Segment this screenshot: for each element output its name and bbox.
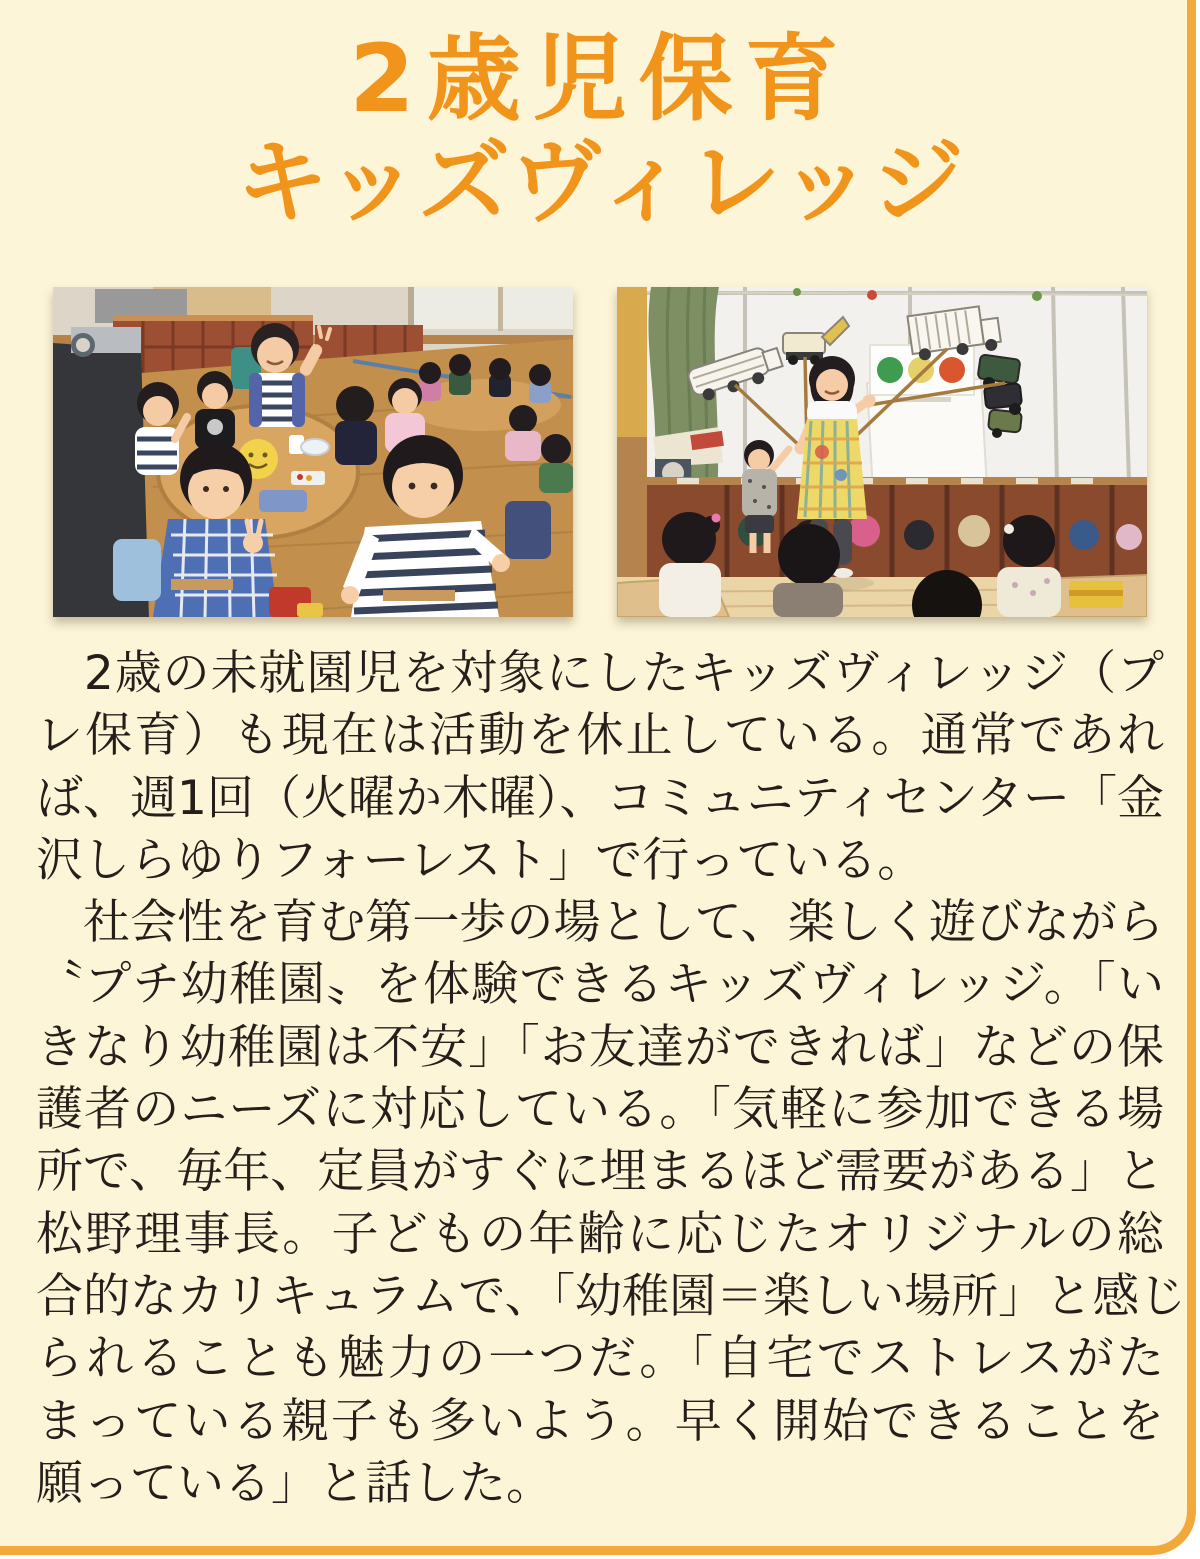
cubby-row bbox=[647, 477, 1147, 579]
photo-lunch-illustration bbox=[53, 287, 573, 617]
window-band bbox=[413, 287, 573, 329]
photo-teacher-activity bbox=[617, 287, 1147, 617]
title-line-1: 2歳児保育 bbox=[349, 25, 851, 134]
article-line: 社会性を育む第一歩の場として、楽しく遊びながら bbox=[36, 895, 1164, 951]
article-line: ば、週1回（火曜か木曜）、コミュニティセンター「金 bbox=[36, 770, 1164, 826]
article-line: 2歳の未就園児を対象にしたキッズヴィレッジ（プ bbox=[36, 646, 1164, 701]
article-line: 松野理事長。子どもの年齢に応じたオリジナルの総 bbox=[36, 1206, 1164, 1262]
article-line: 護者のニーズに対応している。「気軽に参加できる場 bbox=[36, 1082, 1164, 1138]
child-black-tee bbox=[195, 371, 235, 449]
article-line: 願っている」と話した。 bbox=[36, 1455, 553, 1511]
article-line: まっている親子も多いよう。早く開始できることを bbox=[36, 1393, 1164, 1449]
article-line: きなり幼稚園は不安」「お友達ができれば」などの保 bbox=[36, 1019, 1164, 1075]
article-line: 合的なカリキュラムで、「幼稚園＝楽しい場所」と感じ bbox=[36, 1268, 1187, 1324]
title-line-2: キッズヴィレッジ bbox=[236, 129, 964, 236]
article-line: 〝プチ幼稚園〟を体験できるキッズヴィレッジ。「い bbox=[36, 957, 1164, 1013]
blue-backpack bbox=[113, 539, 161, 601]
child-back-head bbox=[335, 386, 377, 465]
article-body bbox=[36, 643, 1187, 1515]
photo-activity-illustration bbox=[617, 287, 1147, 617]
article-line: 沢しらゆりフォーレスト」で行っている。 bbox=[36, 832, 925, 888]
navy-backpack bbox=[505, 501, 551, 559]
article-line: られることも魅力の一つだ。「自宅でストレスがた bbox=[36, 1331, 1164, 1387]
article-line: 所で、毎年、定員がすぐに埋まるほど需要がある」と bbox=[36, 1144, 1164, 1200]
page-title bbox=[0, 25, 1200, 236]
photo-lunch-room bbox=[53, 287, 573, 617]
article-line: レ保育）も現在は活動を休止している。通常であれ bbox=[36, 708, 1164, 764]
